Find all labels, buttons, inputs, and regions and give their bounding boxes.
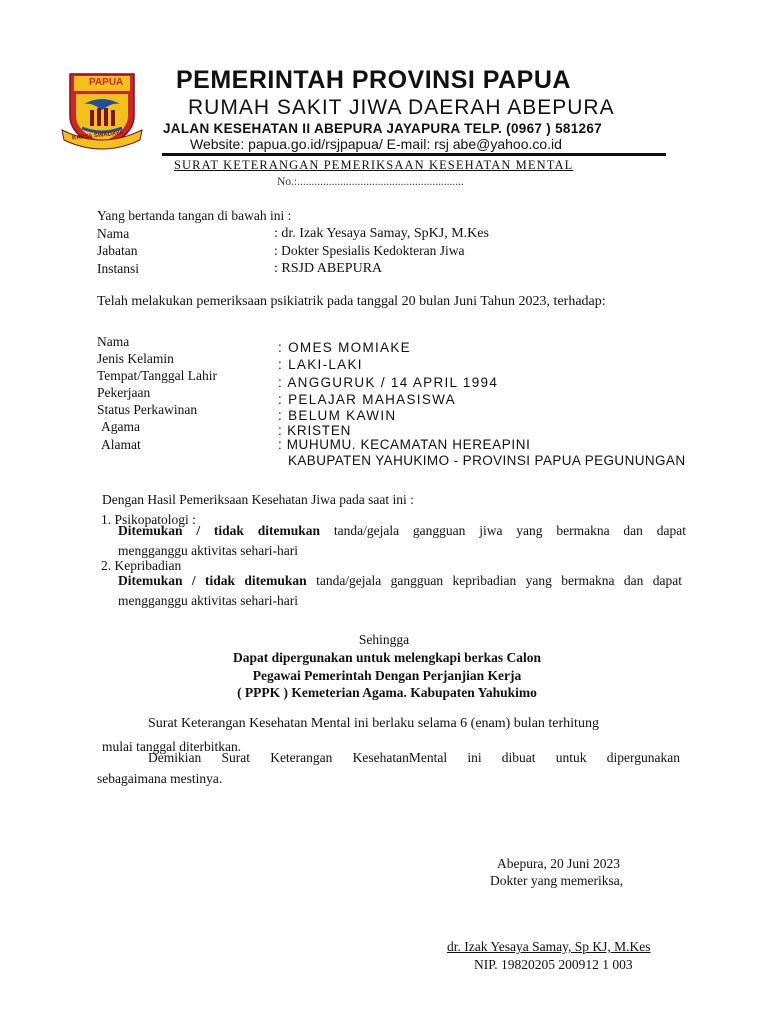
patient-address-value: : MUHUMU. KECAMATAN HEREAPINI <box>278 437 531 452</box>
patient-birth-label: Tempat/Tanggal Lahir <box>97 368 217 383</box>
province-logo <box>60 70 144 154</box>
result-2-bold: Ditemukan / tidak ditemukan <box>118 573 307 588</box>
purpose-line-2: Pegawai Pemerintah Dengan Perjanjian Kerja <box>252 668 522 683</box>
signature-name: dr. Izak Yesaya Samay, Sp KJ, M.Kes <box>447 939 651 954</box>
logo-ribbon-text: KARYA SWADAYA <box>71 130 124 142</box>
signer-name-value: : dr. Izak Yesaya Samay, SpKJ, M.Kes <box>274 226 489 241</box>
document-title: SURAT KETERANGAN PEMERIKSAAN KESEHATAN MENTAL <box>174 158 574 172</box>
result-2-line2: mengganggu aktivitas sehari-hari <box>118 593 298 608</box>
patient-marital-label: Status Perkawinan <box>97 402 198 417</box>
purpose-line-3: ( PPPK ) Kemeterian Agama. Kabupaten Yahukimo <box>237 685 537 700</box>
signer-position-label: Jabatan <box>97 243 138 258</box>
patient-marital-value: : BELUM KAWIN <box>278 408 397 423</box>
patient-address-line2: KABUPATEN YAHUKIMO - PROVINSI PAPUA PEGUNUNGAN <box>288 453 686 468</box>
patient-gender-label: Jenis Kelamin <box>97 351 174 366</box>
signature-nip: NIP. 19820205 200912 1 003 <box>474 957 633 972</box>
hospital-name: RUMAH SAKIT JIWA DAERAH ABEPURA <box>188 96 615 119</box>
patient-religion-value: : KRISTEN <box>278 423 352 438</box>
result-1-heading: 1. Psikopatologi : <box>101 512 196 527</box>
signer-name-label: Nama <box>97 226 130 241</box>
signer-position-value: : Dokter Spesialis Kedokteran Jiwa <box>274 243 465 258</box>
signer-intro: Yang bertanda tangan di bawah ini : <box>97 208 292 223</box>
result-2-rest: tanda/gejala gangguan kepribadian yang bermakna dan dapat <box>306 573 682 588</box>
patient-name-label: Nama <box>97 334 130 349</box>
hospital-address: JALAN KESEHATAN II ABEPURA JAYAPURA TELP. (0967 ) 581267 <box>163 121 602 136</box>
patient-name-value: : OMES MOMIAKE <box>278 340 411 355</box>
validity-line-1: Surat Keterangan Kesehatan Mental ini berlaku selama 6 (enam) bulan terhitung <box>148 716 599 731</box>
signature-role: Dokter yang memeriksa, <box>490 873 624 888</box>
result-2-heading: 2. Kepribadian <box>101 558 182 573</box>
purpose-intro: Sehingga <box>358 632 410 647</box>
logo-title-text: PAPUA <box>89 77 124 88</box>
result-1-rest: tanda/gejala gangguan jiwa yang bermakna dan dapat <box>320 523 686 538</box>
header-rule-thick <box>162 153 666 156</box>
closing-line-2: sebagaimana mestinya. <box>97 771 223 786</box>
purpose-line-1: Dapat dipergunakan untuk melengkapi berkas Calon <box>233 650 541 665</box>
patient-religion-label: Agama <box>101 419 140 434</box>
patient-birth-value: : ANGGURUK / 14 APRIL 1994 <box>278 375 499 390</box>
government-name: PEMERINTAH PROVINSI PAPUA <box>176 66 571 94</box>
exam-statement: Telah melakukan pemeriksaan psikiatrik pada tanggal 20 bulan Juni Tahun 2023, terhadap: <box>97 294 606 309</box>
signer-institution-label: Instansi <box>97 261 139 276</box>
patient-gender-value: : LAKI-LAKI <box>278 357 363 372</box>
result-2-text <box>118 573 682 589</box>
closing-line-1: Demikian Surat Keterangan KesehatanMental ini dibuat untuk dipergunakan <box>148 750 680 765</box>
result-1-bold: Ditemukan / tidak ditemukan <box>118 523 321 538</box>
results-intro: Dengan Hasil Pemeriksaan Kesehatan Jiwa pada saat ini : <box>102 492 414 507</box>
patient-occupation-value: : PELAJAR MAHASISWA <box>278 392 456 407</box>
result-1-line2: mengganggu aktivitas sehari-hari <box>118 543 298 558</box>
hospital-contact: Website: papua.go.id/rsjpapua/ E-mail: rsj abe@yahoo.co.id <box>190 136 562 152</box>
result-1-text <box>118 523 686 539</box>
signer-institution-value: : RSJD ABEPURA <box>274 261 383 276</box>
patient-occupation-label: Pekerjaan <box>97 385 151 400</box>
validity-line-2: mulai tanggal diterbitkan. <box>102 739 242 754</box>
patient-address-label: Alamat <box>101 437 141 452</box>
document-number: No.:.......................................................... <box>277 176 464 188</box>
signature-place-date: Abepura, 20 Juni 2023 <box>497 856 620 871</box>
